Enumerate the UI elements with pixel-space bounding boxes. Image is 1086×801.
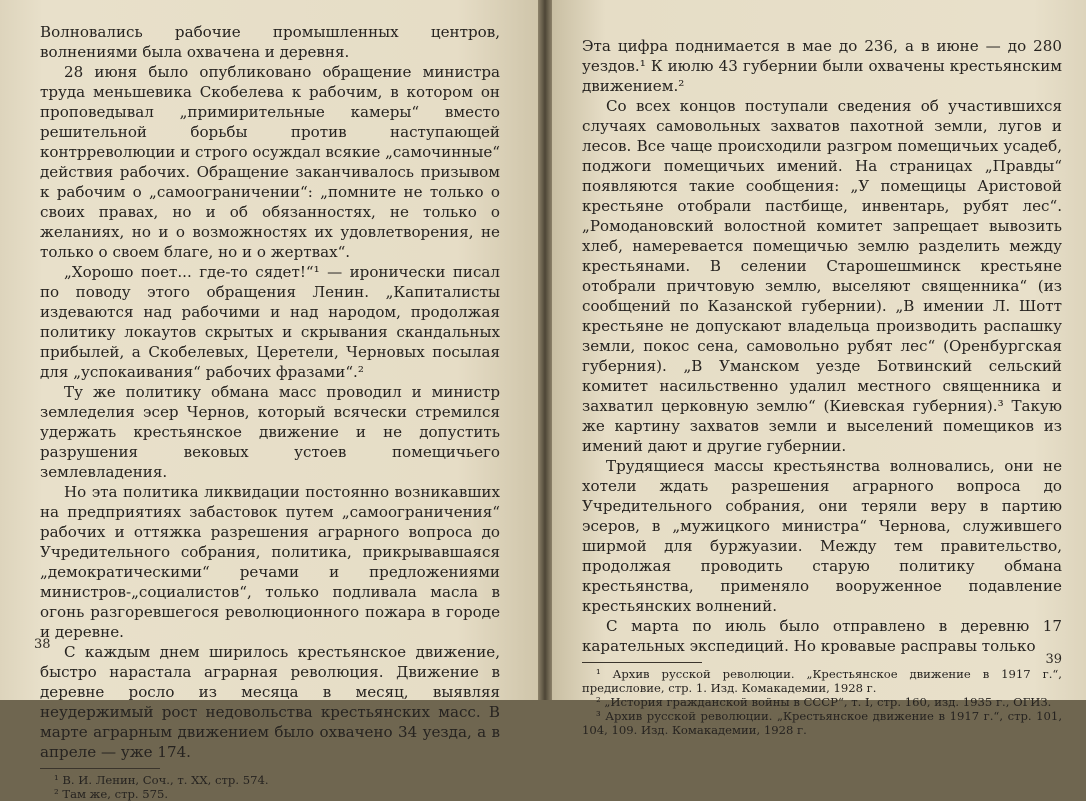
footnote: ² „История гражданской войны в СССР“, т. I, стр. 160, изд. 1935 г., ОГИЗ.	[596, 695, 1052, 709]
left-paragraph: „Хорошо поет... где-то сядет!“¹ — иронически писал по поводу этого обращения Ленин. „Капиталисты издеваются над рабочими и над народом, продолжая политику локаутов скрытых и скрывания скандальных прибылей, а Скобелевых, Церетели, Черновых посылая для „успокаивания“ рабочих фразами“.²	[40, 263, 500, 381]
footnote-divider	[40, 768, 160, 769]
footnote: ¹ В. И. Ленин, Соч., т. XX, стр. 574.	[54, 773, 269, 787]
right-paragraph: Со всех концов поступали сведения об участившихся случаях самовольных захватов пахотной земли, лугов и лесов. Все чаще происходили разгром помещичьих усадеб, поджоги помещичьих имений. На страницах „Правды“ появляются такие сообщения: „У помещицы Аристовой крестьяне отобрали пастбище, инвентарь, рубят лес“. „Ромодановский волостной комитет запрещает вывозить хлеб, намеревается помещичью землю разделить между крестьянами. В селении Старошешминск крестьяне отобрали причтовую землю, выселяют священника“ (из сообщений по Казанской губернии). „В имении Л. Шотт крестьяне не допускают владельца производить распашку земли, покос сена, самовольно рубят лес“ (Оренбургская губерния). „В Уманском уезде Ботвинский сельский комитет насильственно удалил местного священника и захватил церковную землю“ (Киевская губерния).³ Такую же картину захватов земли и выселений помещиков из имений дают и другие губернии.	[582, 97, 1062, 455]
footnote: ² Там же, стр. 575.	[54, 787, 169, 801]
left-paragraph: Но эта политика ликвидации постоянно возникавших на предприятиях забастовок путем „самоограничения“ рабочих и оттяжка разрешения аграрного вопроса до Учредительного собрания, политика, прикрывавшаяся „демократическими“ речами и предложениями министров-„социалистов“, только подливала масла в огонь разгоревшегося революционного пожара в городе и деревне.	[40, 483, 500, 641]
right-paragraph: С марта по июль было отправлено в деревню 17 карательных экспедиций. Но кровавые расправы только	[582, 617, 1062, 655]
right-paragraph: Эта цифра поднимается в мае до 236, а в июне — до 280 уездов.¹ К июлю 43 губернии были охвачены крестьянским движением.²	[582, 37, 1062, 95]
left-footnotes	[40, 773, 500, 801]
right-page	[552, 0, 1086, 737]
left-page-body	[40, 22, 500, 762]
right-page-body	[582, 36, 1062, 656]
left-paragraph: С каждым днем ширилось крестьянское движение, быстро нарастала аграрная революция. Движение в деревне росло из месяца в месяц, выявляя неудержимый рост недовольства крестьянских масс. В марте аграрным движением было охвачено 34 уезда, а в апреле — уже 174.	[40, 643, 500, 761]
left-paragraph: 28 июня было опубликовано обращение министра труда меньшевика Скобелева к рабочим, в котором он проповедывал „примирительные камеры“ вместо решительной борьбы против наступающей контрреволюции и строго осуждал всякие „самочинные“ действия рабочих. Обращение заканчивалось призывом к рабочим о „самоограничении“: „помните не только о своих правах, но и об обязанностях, не только о желаниях, но и о возможностях их удовлетворения, не только о своем благе, но и о жертвах“.	[40, 63, 500, 261]
footnote-divider	[582, 662, 702, 663]
right-paragraph: Трудящиеся массы крестьянства волновались, они не хотели ждать разрешения аграрного вопроса до Учредительного собрания, они теряли веру в партию эсеров, в „мужицкого министра“ Чернова, служившего ширмой для буржуазии. Между тем правительство, продолжая проводить старую политику обмана крестьянства, применяло вооруженное подавление крестьянских волнений.	[582, 457, 1062, 615]
left-page	[0, 0, 538, 801]
page-number: 39	[1045, 652, 1062, 667]
page-number: 38	[34, 637, 51, 652]
left-paragraph: Волновались рабочие промышленных центров, волнениями была охвачена и деревня.	[40, 23, 500, 61]
right-footnotes	[582, 667, 1062, 737]
left-paragraph: Ту же политику обмана масс проводил и министр земледелия эсер Чернов, который всячески стремился удержать крестьянское движение и не допустить разрушения вековых устоев помещичьего землевладения.	[40, 383, 500, 481]
footnote: ³ Архив русской революции. „Крестьянское движение в 1917 г.“, стр. 101, 104, 109. Изд. Комакадемии, 1928 г.	[582, 709, 1062, 737]
book-gutter	[538, 0, 552, 700]
footnote: ¹ Архив русской революции. „Крестьянское движение в 1917 г.“, предисловие, стр. 1. Изд. Комакадемии, 1928 г.	[582, 667, 1062, 695]
